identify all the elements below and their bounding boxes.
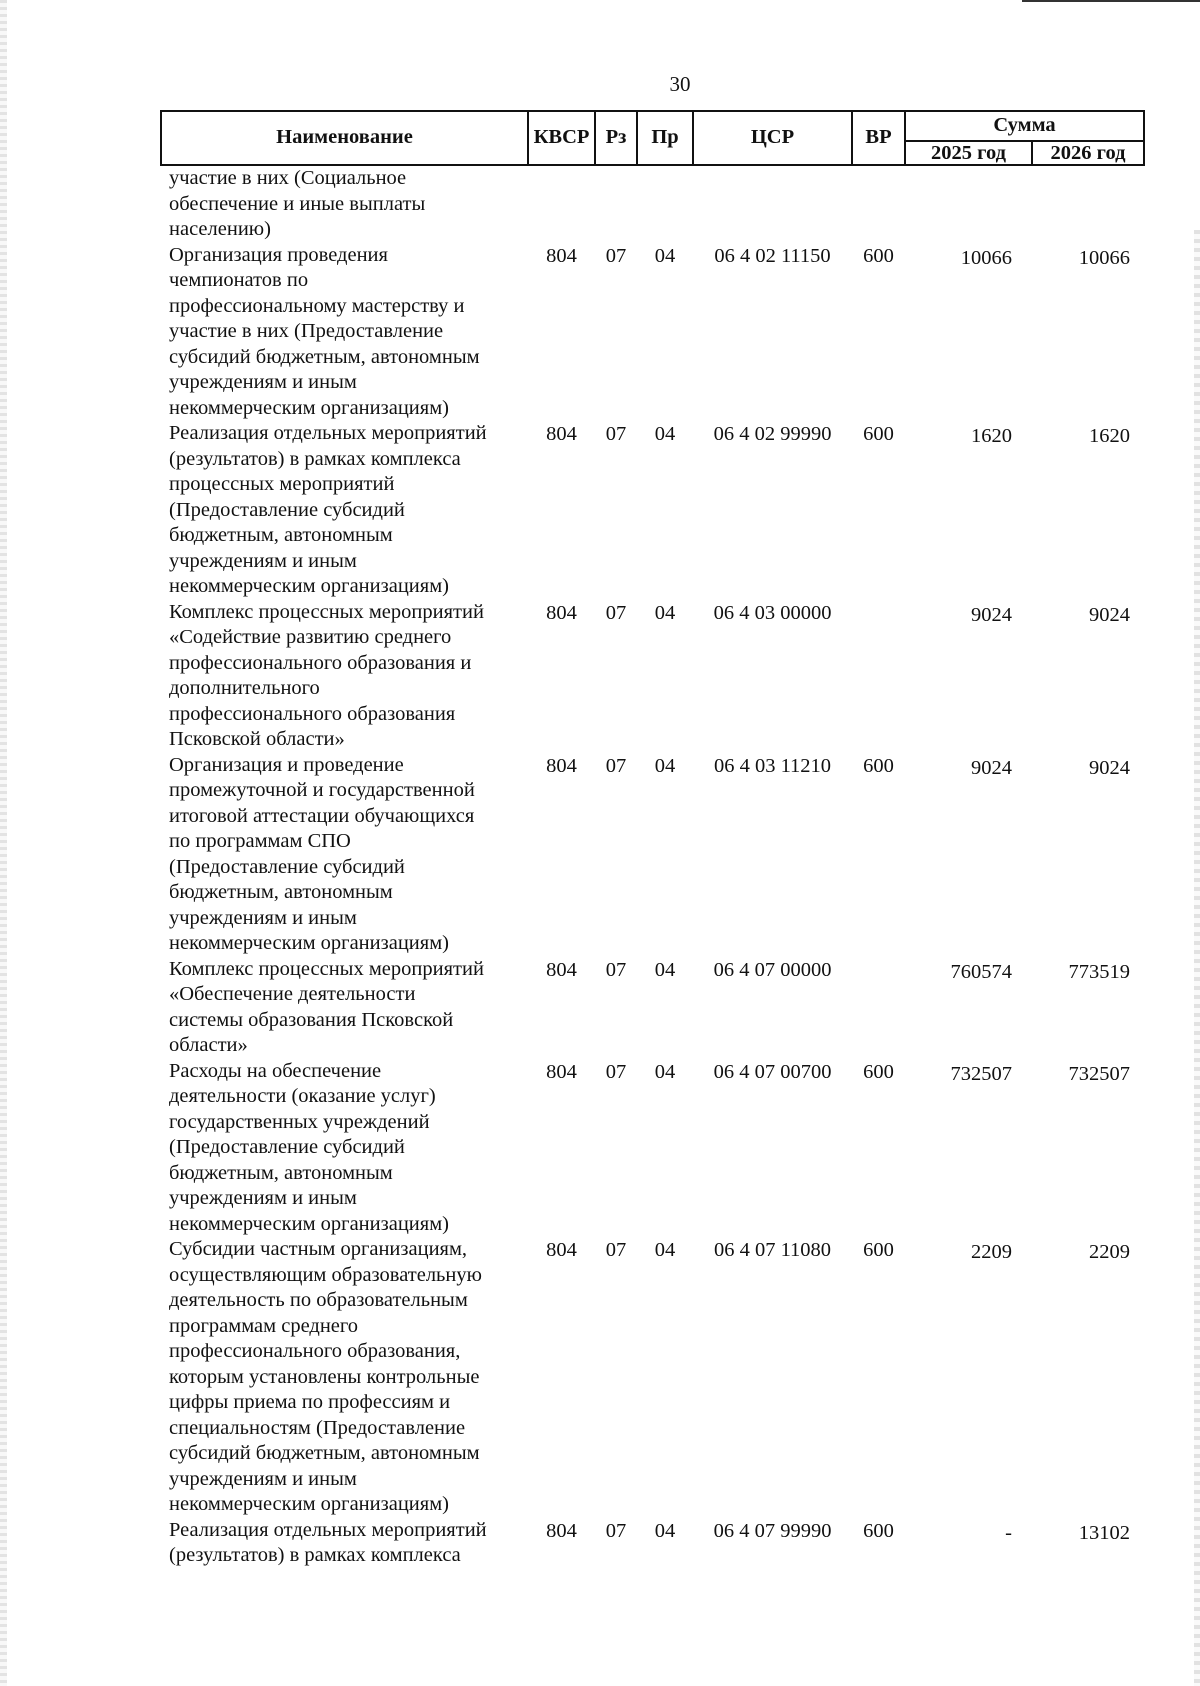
cell-sum-2025: -	[1005, 1521, 1012, 1544]
cell-sum-2026: 10066	[1078, 246, 1130, 269]
cell-kvsr: 804	[546, 244, 577, 267]
cell-pr: 04	[654, 754, 676, 777]
name-line: деятельности (оказание услуг)	[169, 1085, 436, 1107]
name-line: некоммерческим организациям)	[169, 1212, 449, 1235]
cell-pr: 04	[654, 601, 676, 624]
cell-kvsr: 804	[546, 1060, 577, 1083]
header-kvsr: КВСР	[528, 111, 595, 165]
name-line: некоммерческим организациям)	[169, 396, 449, 419]
cell-csr: 06 4 07 00700	[713, 1060, 832, 1083]
name-line: специальностям (Предоставление	[169, 1416, 466, 1439]
cell-pr: 04	[654, 1060, 676, 1083]
name-line: Комплекс процессных мероприятий	[169, 957, 484, 980]
name-line: итоговой аттестации обучающихся	[169, 804, 475, 827]
name-line: профессионального образования,	[169, 1340, 461, 1362]
table-row	[161, 421, 1144, 600]
name-line: чемпионатов по	[169, 269, 309, 291]
cell-sum-2025: 732507	[950, 1062, 1012, 1085]
cell-csr: 06 4 03 00000	[713, 601, 832, 624]
cell-pr	[637, 165, 693, 243]
cell-sum-2026: 2209	[1089, 1241, 1130, 1263]
cell-sum-2025: 9024	[971, 603, 1012, 626]
cell-rz: 07	[605, 1060, 627, 1083]
name-line: Комплекс процессных мероприятий	[169, 600, 484, 623]
table-row	[161, 165, 1144, 243]
header-name: Наименование	[161, 111, 528, 165]
name-line: населению)	[169, 218, 271, 240]
name-line: некоммерческим организациям)	[169, 1493, 449, 1515]
cell-kvsr: 804	[546, 958, 577, 981]
cell-vr: 600	[863, 423, 894, 445]
table-body	[161, 165, 1144, 1569]
table-header	[161, 111, 1144, 165]
name-line: осуществляющим образовательную	[169, 1263, 482, 1286]
name-line: «Обеспечение деятельности	[169, 983, 416, 1005]
cell-sum-2025: 1620	[971, 425, 1012, 447]
cell-vr: 600	[863, 244, 894, 267]
cell-sum-2026: 9024	[1089, 603, 1130, 626]
cell-rz: 07	[605, 958, 627, 981]
name-line: бюджетным, автономным	[169, 1161, 393, 1184]
header-vr: ВР	[852, 111, 905, 165]
table-row	[161, 1518, 1144, 1569]
page-number: 30	[669, 72, 691, 96]
cell-rz: 07	[605, 754, 627, 777]
name-line: Расходы на обеспечение	[169, 1059, 382, 1082]
cell-vr: 600	[863, 754, 894, 777]
name-line: субсидий бюджетным, автономным	[169, 345, 480, 368]
cell-name	[161, 421, 528, 600]
cell-rz: 07	[605, 244, 627, 267]
cell-vr: 600	[863, 1060, 894, 1083]
budget-table	[160, 110, 1145, 1569]
name-line: учреждениям и иным	[169, 549, 357, 572]
name-line: обеспечение и иные выплаты	[169, 192, 426, 215]
name-line: цифры приема по профессиям и	[169, 1391, 451, 1413]
cell-sum-2025	[905, 165, 1032, 243]
cell-csr: 06 4 02 99990	[713, 423, 832, 445]
name-line: по программам СПО	[169, 830, 351, 852]
name-line: системы образования Псковской	[169, 1008, 454, 1031]
name-line: (результатов) в рамках комплекса	[169, 1544, 461, 1566]
name-line: учреждениям и иным	[169, 1187, 357, 1209]
top-rule	[1022, 0, 1200, 2]
name-line: Субсидии частным организациям,	[169, 1238, 468, 1260]
cell-rz: 07	[605, 601, 627, 624]
cell-sum-2026: 13102	[1078, 1521, 1130, 1544]
cell-rz	[595, 165, 637, 243]
table-row	[161, 753, 1144, 957]
cell-kvsr: 804	[546, 754, 577, 777]
cell-kvsr: 804	[546, 423, 577, 445]
cell-rz: 07	[605, 1239, 627, 1261]
cell-kvsr: 804	[546, 1239, 577, 1261]
cell-pr: 04	[654, 1519, 676, 1542]
name-line: (Предоставление субсидий	[169, 855, 405, 878]
name-line: бюджетным, автономным	[169, 881, 393, 903]
cell-sum-2026: 1620	[1089, 425, 1130, 447]
scan-edge-right	[1194, 230, 1200, 1686]
cell-csr: 06 4 07 00000	[713, 958, 832, 981]
name-line: учреждениям и иным	[169, 371, 357, 393]
cell-sum-2025: 2209	[971, 1241, 1012, 1263]
cell-name	[161, 1237, 528, 1518]
name-line: профессионального образования	[169, 702, 456, 725]
name-line: бюджетным, автономным	[169, 524, 393, 546]
header-rz: Рз	[595, 111, 637, 165]
name-line: профессионального образования и	[169, 651, 472, 674]
header-year-2026: 2026 год	[1032, 141, 1144, 165]
name-line: профессиональному мастерству и	[169, 294, 465, 317]
table-row	[161, 600, 1144, 753]
name-line: которым установлены контрольные	[169, 1365, 480, 1388]
cell-rz: 07	[605, 423, 627, 445]
cell-pr: 04	[654, 1239, 676, 1261]
cell-name	[161, 165, 528, 243]
cell-name	[161, 1518, 528, 1569]
name-line: учреждениям и иным	[169, 1467, 357, 1490]
cell-sum-2025: 10066	[960, 246, 1012, 269]
cell-name	[161, 1059, 528, 1238]
cell-sum-2026: 732507	[1068, 1062, 1130, 1085]
name-line: (Предоставление субсидий	[169, 498, 405, 521]
cell-sum-2026: 9024	[1089, 756, 1130, 779]
cell-name	[161, 243, 528, 422]
name-line: некоммерческим организациям)	[169, 575, 449, 597]
name-line: промежуточной и государственной	[169, 779, 475, 801]
cell-kvsr	[528, 165, 595, 243]
cell-sum-2026	[1032, 165, 1144, 243]
name-line: Организация проведения	[169, 243, 388, 266]
name-line: некоммерческим организациям)	[169, 932, 449, 954]
cell-rz: 07	[605, 1519, 627, 1542]
name-line: «Содействие развитию среднего	[169, 626, 452, 648]
name-line: деятельность по образовательным	[169, 1289, 468, 1311]
name-line: программам среднего	[169, 1314, 359, 1337]
name-line: Реализация отдельных мероприятий	[169, 422, 487, 444]
header-year-2025: 2025 год	[905, 141, 1032, 165]
cell-csr: 06 4 03 11210	[713, 754, 832, 777]
cell-kvsr: 804	[546, 1519, 577, 1542]
name-line: субсидий бюджетным, автономным	[169, 1442, 480, 1464]
header-csr: ЦСР	[693, 111, 852, 165]
cell-vr	[852, 957, 905, 1059]
name-line: участие в них (Социальное	[169, 167, 407, 189]
header-pr: Пр	[637, 111, 693, 165]
name-line: государственных учреждений	[169, 1110, 430, 1133]
cell-pr: 04	[654, 958, 676, 981]
cell-sum-2025: 9024	[971, 756, 1012, 779]
cell-name	[161, 600, 528, 753]
cell-csr: 06 4 02 11150	[714, 244, 831, 267]
cell-csr: 06 4 07 99990	[713, 1519, 832, 1542]
name-line: дополнительного	[169, 677, 320, 699]
cell-pr: 04	[654, 244, 676, 267]
header-sum: Сумма	[905, 111, 1144, 141]
name-line: Организация и проведение	[169, 753, 404, 776]
cell-vr	[852, 600, 905, 753]
scan-edge-left	[0, 0, 7, 1686]
cell-vr	[852, 165, 905, 243]
name-line: (результатов) в рамках комплекса	[169, 447, 461, 470]
name-line: области»	[169, 1034, 248, 1056]
cell-csr	[693, 165, 852, 243]
cell-name	[161, 957, 528, 1059]
cell-vr: 600	[863, 1239, 894, 1261]
table-row	[161, 957, 1144, 1059]
cell-sum-2025: 760574	[950, 960, 1012, 983]
cell-sum-2026: 773519	[1068, 960, 1130, 983]
cell-vr: 600	[863, 1519, 894, 1542]
cell-pr: 04	[654, 423, 676, 445]
table-row	[161, 243, 1144, 422]
table-row	[161, 1237, 1144, 1518]
name-line: учреждениям и иным	[169, 906, 357, 929]
cell-name	[161, 753, 528, 957]
name-line: процессных мероприятий	[169, 473, 395, 495]
name-line: Реализация отдельных мероприятий	[169, 1518, 487, 1541]
table-row	[161, 1059, 1144, 1238]
name-line: (Предоставление субсидий	[169, 1136, 405, 1158]
name-line: участие в них (Предоставление	[169, 320, 444, 342]
cell-csr: 06 4 07 11080	[713, 1239, 832, 1261]
cell-kvsr: 804	[546, 601, 577, 624]
name-line: Псковской области»	[169, 728, 345, 750]
